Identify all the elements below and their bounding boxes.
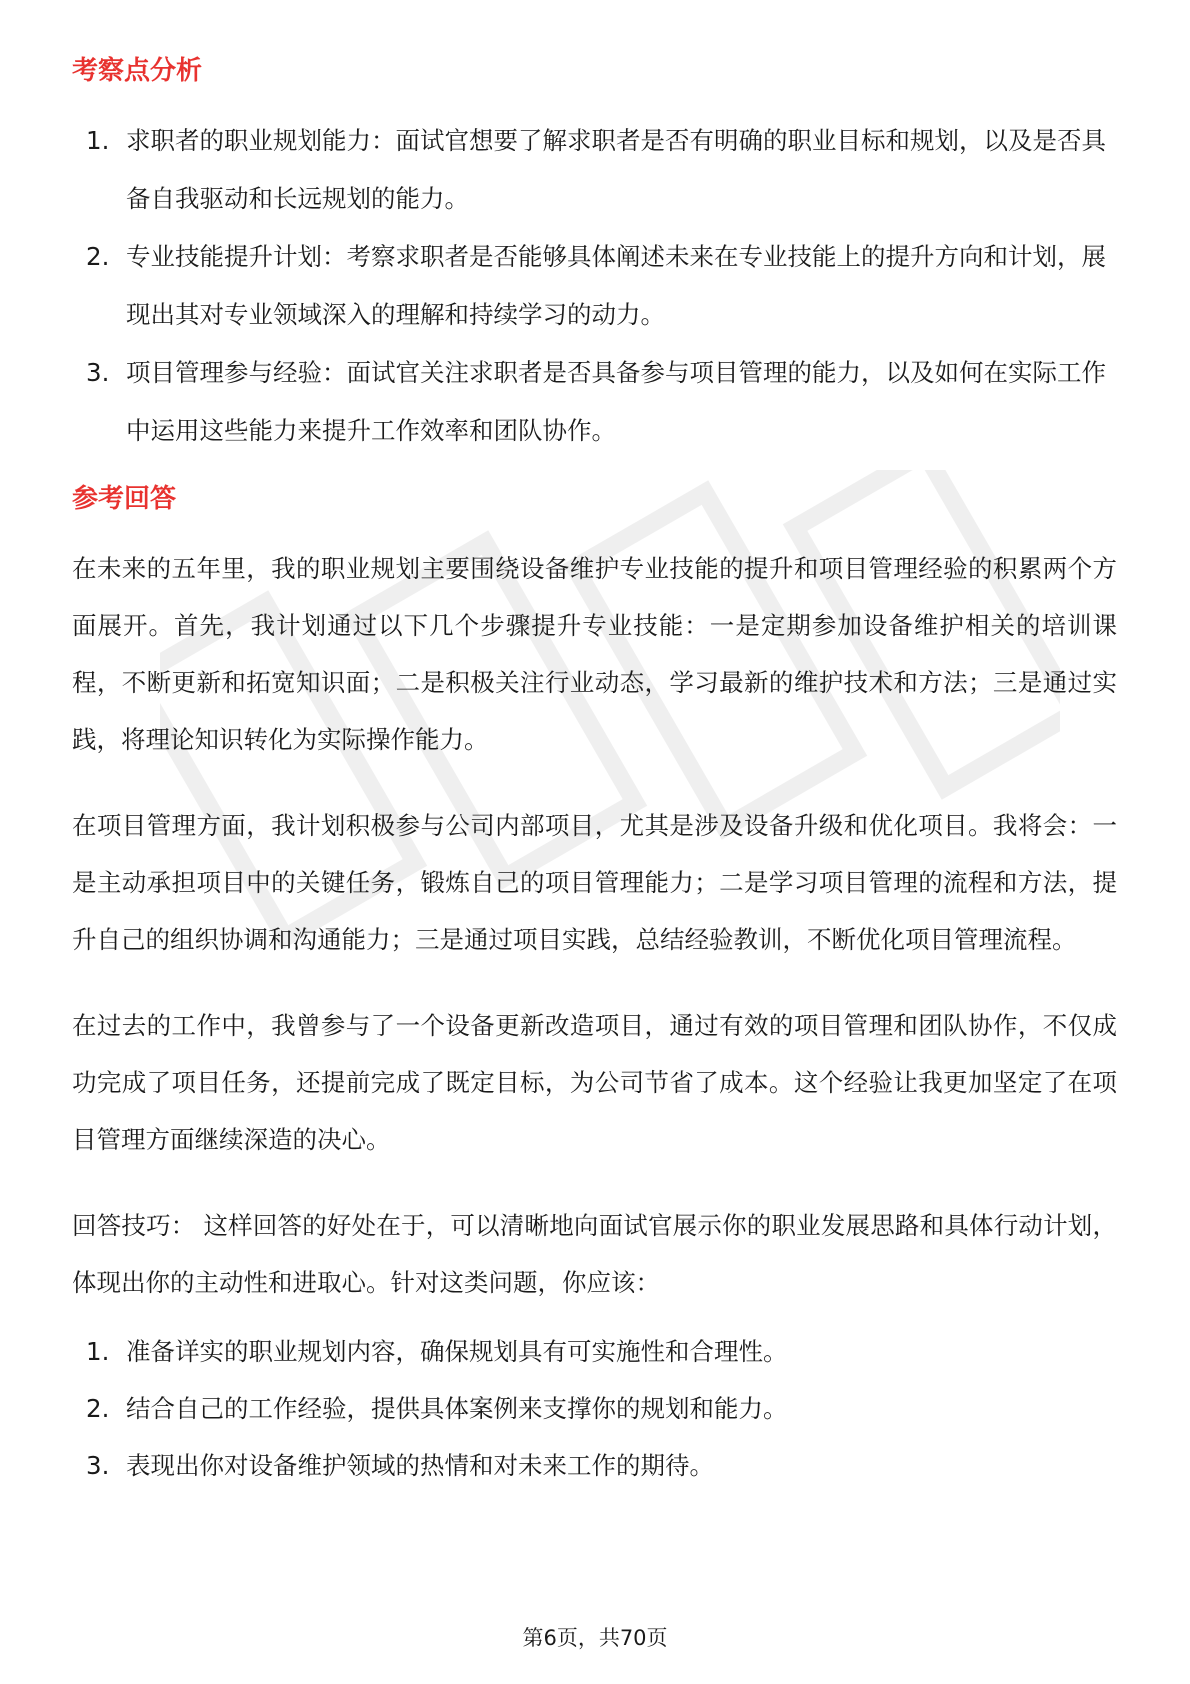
- list-item: 3. 表现出你对设备维护领域的热情和对未来工作的期待。: [86, 1451, 714, 1480]
- page-number: 第6页，共70页: [522, 1626, 668, 1650]
- answer-paragraph: 在项目管理方面，我计划积极参与公司内部项目，尤其是涉及设备升级和优化项目。我将会：一是主动承担项目中的关键任务，锻炼自己的项目管理能力；二是学习项目管理的流程和方法，提升自己的组织协调和沟通能力；三是通过项目实践，总结经验教训，不断优化项目管理流程。: [72, 811, 1117, 954]
- list-item: 3. 项目管理参与经验：面试官关注求职者是否具备参与项目管理的能力，以及如何在实际工作中运用这些能力来提升工作效率和团队协作。: [86, 358, 1106, 445]
- answer-title: 参考回答: [72, 484, 177, 514]
- tips-list: [72, 1323, 1117, 1494]
- answer-paragraph: 在未来的五年里，我的职业规划主要围绕设备维护专业技能的提升和项目管理经验的积累两个方面展开。首先，我计划通过以下几个步骤提升专业技能：一是定期参加设备维护相关的培训课程，不断更新和拓宽知识面；二是积极关注行业动态，学习最新的维护技术和方法；三是通过实践，将理论知识转化为实际操作能力。: [72, 554, 1117, 754]
- analysis-list: [72, 112, 1117, 460]
- list-item: 1. 准备详实的职业规划内容，确保规划具有可实施性和合理性。: [86, 1337, 788, 1366]
- analysis-title: 考察点分析: [72, 56, 203, 86]
- content: [72, 42, 1117, 1494]
- list-item: 2. 专业技能提升计划：考察求职者是否能够具体阐述未来在专业技能上的提升方向和计划，展现出其对专业领域深入的理解和持续学习的动力。: [86, 242, 1106, 329]
- list-item: 2. 结合自己的工作经验，提供具体案例来支撑你的规划和能力。: [86, 1394, 788, 1423]
- tips-intro: 回答技巧： 这样回答的好处在于，可以清晰地向面试官展示你的职业发展思路和具体行动计划，体现出你的主动性和进取心。针对这类问题，你应该：: [72, 1211, 1117, 1297]
- list-item: 1. 求职者的职业规划能力：面试官想要了解求职者是否有明确的职业目标和规划，以及是否具备自我驱动和长远规划的能力。: [86, 126, 1106, 213]
- answer-body: [72, 540, 1117, 1311]
- answer-paragraph: 在过去的工作中，我曾参与了一个设备更新改造项目，通过有效的项目管理和团队协作，不仅成功完成了项目任务，还提前完成了既定目标，为公司节省了成本。这个经验让我更加坚定了在项目管理方面继续深造的决心。: [72, 1011, 1117, 1154]
